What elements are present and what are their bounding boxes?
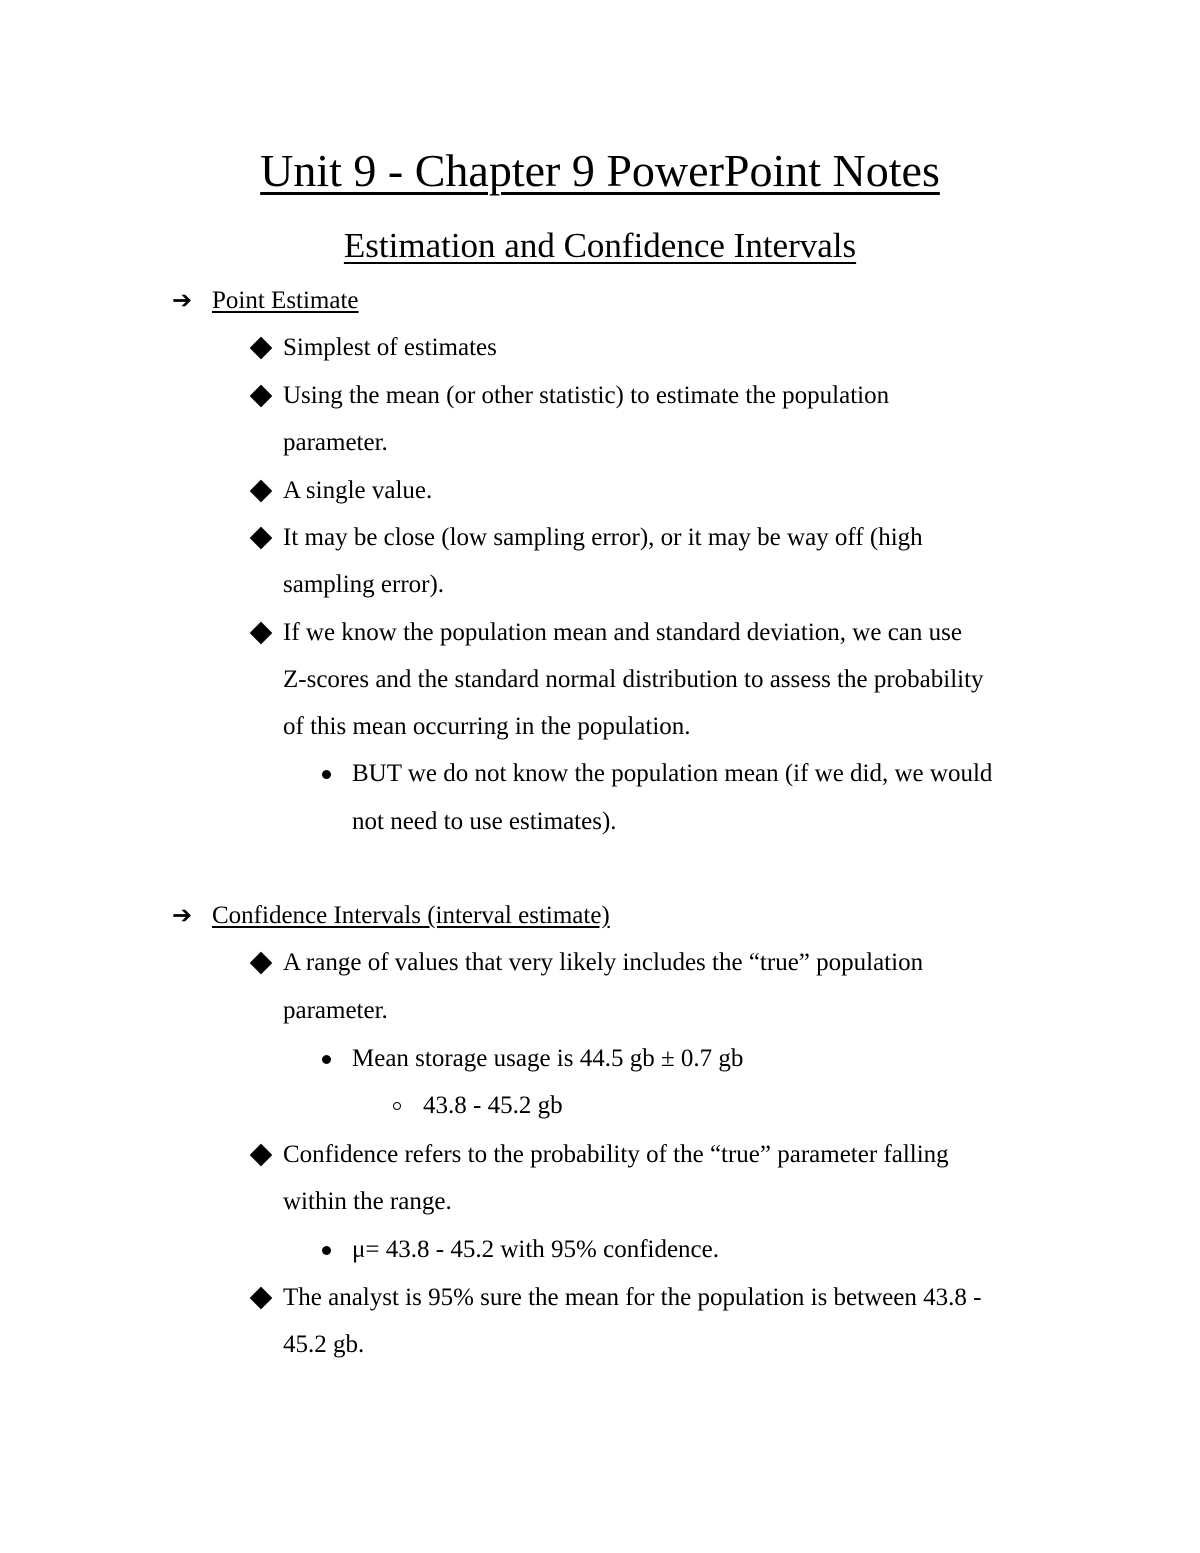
list-item: A range of values that very likely includes the “true” population [283, 949, 924, 976]
diamond-bullet-icon [250, 337, 273, 360]
list-item: If we know the population mean and standard deviation, we can use [283, 619, 962, 646]
list-item-continuation: Z-scores and the standard normal distribution to assess the probability [283, 666, 984, 693]
list-item: Simplest of estimates [283, 334, 497, 361]
sub-list-item-continuation: not need to use estimates). [352, 808, 617, 835]
list-item-continuation: parameter. [283, 997, 388, 1024]
arrow-right-icon: ➔ [172, 903, 193, 929]
filled-circle-bullet-icon [322, 1055, 331, 1064]
list-item-continuation: within the range. [283, 1188, 452, 1215]
sub-list-item: BUT we do not know the population mean (if we did, we would [352, 760, 993, 787]
page-title: Unit 9 - Chapter 9 PowerPoint Notes [260, 145, 940, 196]
list-item-continuation: 45.2 gb. [283, 1331, 365, 1358]
diamond-bullet-icon [250, 527, 273, 550]
diamond-bullet-icon [250, 1287, 273, 1310]
diamond-bullet-icon [250, 622, 273, 645]
list-item: It may be close (low sampling error), or it may be way off (high [283, 524, 923, 551]
filled-circle-bullet-icon [322, 1246, 331, 1255]
list-item: The analyst is 95% sure the mean for the population is between 43.8 - [283, 1284, 982, 1311]
sub-list-item: Mean storage usage is 44.5 gb ± 0.7 gb [352, 1045, 744, 1072]
filled-circle-bullet-icon [322, 770, 331, 779]
list-item: Confidence refers to the probability of the “true” parameter falling [283, 1141, 949, 1168]
page-subtitle: Estimation and Confidence Intervals [343, 226, 857, 265]
list-item-continuation: parameter. [283, 429, 388, 456]
list-item-continuation: sampling error). [283, 571, 445, 598]
section-heading-confidence-intervals: Confidence Intervals (interval estimate) [212, 902, 610, 929]
section-heading-point-estimate: Point Estimate [212, 287, 359, 314]
diamond-bullet-icon [250, 385, 273, 408]
diamond-bullet-icon [250, 1144, 273, 1167]
diamond-bullet-icon [250, 952, 273, 975]
sub-sub-list-item: 43.8 - 45.2 gb [423, 1092, 563, 1119]
list-item: A single value. [283, 477, 433, 504]
arrow-right-icon: ➔ [172, 288, 193, 314]
sub-list-item: μ= 43.8 - 45.2 with 95% confidence. [352, 1236, 720, 1263]
hollow-circle-bullet-icon [393, 1102, 401, 1110]
list-item: Using the mean (or other statistic) to estimate the population [283, 382, 890, 409]
diamond-bullet-icon [250, 480, 273, 503]
list-item-continuation: of this mean occurring in the population. [283, 713, 691, 740]
